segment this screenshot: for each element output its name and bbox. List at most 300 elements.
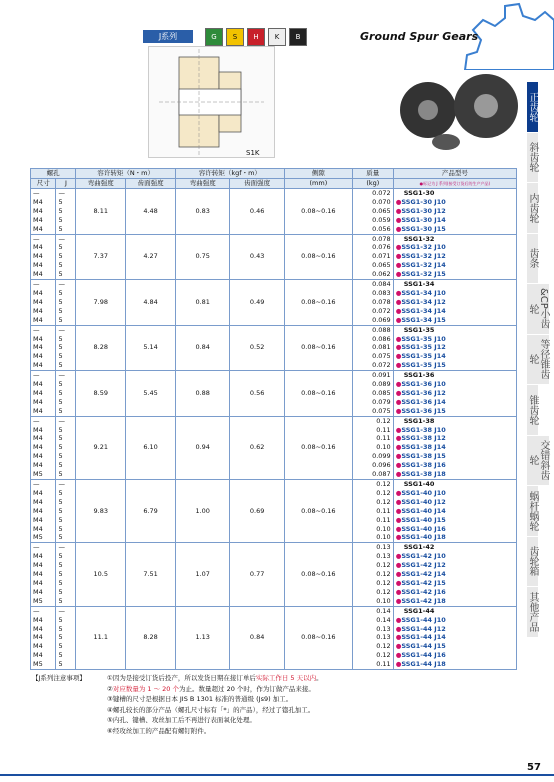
cell-j: — bbox=[56, 543, 76, 552]
col-surf-kgf: 齿面强度 bbox=[230, 179, 284, 189]
cell-mass: 0.075 bbox=[352, 352, 393, 361]
cell-mass: 0.072 bbox=[352, 307, 393, 316]
page-footer-line bbox=[0, 774, 554, 776]
col-torque-kgf: 容许转矩（kgf・m） bbox=[176, 169, 285, 179]
cell-size: M4 bbox=[31, 498, 56, 507]
cell-size: M4 bbox=[31, 380, 56, 389]
cell-mass: 0.071 bbox=[352, 252, 393, 261]
cell-size: M4 bbox=[31, 633, 56, 642]
cell-code bbox=[393, 498, 516, 507]
note-item bbox=[107, 726, 323, 737]
j-series-dot-icon: ● bbox=[395, 587, 402, 596]
j-series-dot-icon: ● bbox=[395, 470, 402, 479]
table-row bbox=[31, 189, 517, 198]
cell-mass: 0.096 bbox=[352, 461, 393, 470]
product-code: SSG1-35 J15 bbox=[401, 361, 446, 370]
j-series-dot-icon: ● bbox=[395, 506, 402, 515]
cell-surf-nm: 5.14 bbox=[126, 325, 176, 371]
cell-bend-kgf: 0.81 bbox=[176, 280, 230, 326]
cell-j: 5 bbox=[56, 443, 76, 452]
cell-code bbox=[393, 325, 516, 334]
product-code: SSG1-36 bbox=[403, 371, 435, 380]
col-size: 尺寸 bbox=[31, 179, 56, 189]
table-row bbox=[31, 371, 517, 380]
cell-code bbox=[393, 343, 516, 352]
product-group bbox=[31, 371, 517, 417]
cell-j: 5 bbox=[56, 216, 76, 225]
cell-code bbox=[393, 316, 516, 325]
tab-4[interactable]: &CP小齿轮 bbox=[527, 284, 549, 335]
j-series-dot-icon: ● bbox=[395, 224, 402, 233]
cell-mass: 0.12 bbox=[352, 489, 393, 498]
j-series-dot-icon: ● bbox=[395, 488, 402, 497]
cell-mass: 0.087 bbox=[352, 470, 393, 479]
cell-size: M5 bbox=[31, 470, 56, 479]
cell-code bbox=[393, 633, 516, 642]
bore-icon: B bbox=[289, 28, 307, 46]
cell-j: — bbox=[56, 280, 76, 289]
note-text-red: 对应数量为 1 ～ 20 个 bbox=[112, 684, 179, 693]
gear-product-photo bbox=[398, 70, 522, 160]
j-series-dot-icon: ● bbox=[395, 270, 402, 279]
product-code: SSG1-38 bbox=[403, 416, 435, 425]
notes-list bbox=[107, 673, 323, 736]
cell-size: — bbox=[31, 606, 56, 615]
cell-j: 5 bbox=[56, 343, 76, 352]
cell-size: M4 bbox=[31, 243, 56, 252]
table-row bbox=[31, 234, 517, 243]
cell-j: — bbox=[56, 480, 76, 489]
product-code: SSG1-32 bbox=[403, 234, 435, 243]
cell-size: M5 bbox=[31, 660, 56, 669]
cell-code bbox=[393, 198, 516, 207]
cell-surf-kgf: 0.43 bbox=[230, 234, 284, 280]
cell-size: — bbox=[31, 325, 56, 334]
col-backlash: 侧隙 bbox=[284, 169, 352, 179]
product-code: SSG1-38 J15 bbox=[401, 452, 446, 461]
cell-mass: 0.076 bbox=[352, 243, 393, 252]
cell-size: M4 bbox=[31, 625, 56, 634]
cell-size: M4 bbox=[31, 570, 56, 579]
cell-code bbox=[393, 416, 516, 425]
product-code: SSG1-30 J10 bbox=[401, 197, 446, 206]
product-code: SSG1-32 J14 bbox=[401, 261, 446, 270]
cell-mass: 0.12 bbox=[352, 480, 393, 489]
cell-surf-nm: 6.10 bbox=[126, 416, 176, 479]
product-code: SSG1-35 J12 bbox=[401, 343, 446, 352]
cell-size: M4 bbox=[31, 335, 56, 344]
product-code: SSG1-38 J14 bbox=[401, 443, 446, 452]
j-series-dot-icon: ● bbox=[395, 452, 402, 461]
cell-mass: 0.11 bbox=[352, 660, 393, 669]
cell-code bbox=[393, 389, 516, 398]
j-series-dot-icon: ● bbox=[395, 443, 402, 452]
product-code: SSG1-34 J12 bbox=[401, 297, 446, 306]
cell-backlash: 0.08~0.16 bbox=[284, 543, 352, 606]
cell-size: M5 bbox=[31, 533, 56, 542]
cell-mass: 0.075 bbox=[352, 407, 393, 416]
j-series-dot-icon: ● bbox=[395, 306, 402, 315]
cell-surf-kgf: 0.46 bbox=[230, 189, 284, 235]
note-text-post: 。 bbox=[316, 674, 323, 682]
col-backlash-unit: (mm) bbox=[284, 179, 352, 189]
tab-2[interactable]: 内齿轮 bbox=[527, 183, 538, 234]
cell-bend-nm: 11.1 bbox=[76, 606, 126, 669]
cell-bend-nm: 9.21 bbox=[76, 416, 126, 479]
cell-code bbox=[393, 489, 516, 498]
cell-size: M4 bbox=[31, 616, 56, 625]
cell-surf-nm: 4.48 bbox=[126, 189, 176, 235]
cell-mass: 0.11 bbox=[352, 507, 393, 516]
notes-heading: 【J系列注意事项】 bbox=[32, 674, 86, 682]
cell-mass: 0.086 bbox=[352, 335, 393, 344]
cell-j: 5 bbox=[56, 561, 76, 570]
product-group bbox=[31, 234, 517, 280]
cell-code bbox=[393, 461, 516, 470]
col-bend-kgf: 弯曲强度 bbox=[176, 179, 230, 189]
keyway-icon: K bbox=[268, 28, 286, 46]
cell-bend-kgf: 0.84 bbox=[176, 325, 230, 371]
cell-j: 5 bbox=[56, 207, 76, 216]
cell-j: — bbox=[56, 416, 76, 425]
cell-backlash: 0.08~0.16 bbox=[284, 280, 352, 326]
cell-code bbox=[393, 660, 516, 669]
cell-surf-nm: 7.51 bbox=[126, 543, 176, 606]
cell-code bbox=[393, 298, 516, 307]
j-series-dot-icon: ● bbox=[395, 596, 402, 605]
cell-j: 5 bbox=[56, 633, 76, 642]
cell-mass: 0.13 bbox=[352, 625, 393, 634]
tab-0[interactable]: 正齿轮 bbox=[527, 82, 538, 133]
product-code: SSG1-30 J12 bbox=[401, 206, 446, 215]
cell-mass: 0.078 bbox=[352, 234, 393, 243]
cell-backlash: 0.08~0.16 bbox=[284, 606, 352, 669]
cell-j: 5 bbox=[56, 434, 76, 443]
j-series-dot-icon: ● bbox=[395, 578, 402, 587]
col-code: 产品型号 bbox=[393, 169, 516, 179]
cell-j: 5 bbox=[56, 225, 76, 234]
j-series-dot-icon: ● bbox=[395, 380, 402, 389]
j-series-dot-icon: ● bbox=[395, 570, 402, 579]
cell-bend-nm: 10.5 bbox=[76, 543, 126, 606]
cell-j: 5 bbox=[56, 389, 76, 398]
cell-mass: 0.12 bbox=[352, 642, 393, 651]
cell-surf-nm: 8.28 bbox=[126, 606, 176, 669]
cell-size: M4 bbox=[31, 579, 56, 588]
j-series-dot-icon: ● bbox=[395, 261, 402, 270]
tab-6[interactable]: 锥齿轮 bbox=[527, 385, 538, 436]
cell-size: M4 bbox=[31, 198, 56, 207]
cell-code bbox=[393, 579, 516, 588]
cell-j: 5 bbox=[56, 461, 76, 470]
cell-size: — bbox=[31, 234, 56, 243]
cell-mass: 0.065 bbox=[352, 207, 393, 216]
product-code: SSG1-44 J18 bbox=[401, 660, 446, 669]
product-code: SSG1-35 J14 bbox=[401, 352, 446, 361]
cell-size: M4 bbox=[31, 489, 56, 498]
cell-j: — bbox=[56, 234, 76, 243]
cell-code bbox=[393, 651, 516, 660]
cell-mass: 0.088 bbox=[352, 325, 393, 334]
cell-size: M4 bbox=[31, 434, 56, 443]
cell-size: M4 bbox=[31, 452, 56, 461]
product-code: SSG1-40 J12 bbox=[401, 497, 446, 506]
product-code: SSG1-44 J16 bbox=[401, 651, 446, 660]
note-item bbox=[107, 694, 323, 705]
cell-size: M4 bbox=[31, 343, 56, 352]
cell-code bbox=[393, 597, 516, 606]
tab-8[interactable]: 蜗杆蜗轮 bbox=[527, 486, 538, 537]
j-series-dot-icon: ● bbox=[395, 633, 402, 642]
tab-7[interactable]: 交错斜齿轮 bbox=[527, 436, 549, 487]
cell-j: 5 bbox=[56, 616, 76, 625]
cell-bend-kgf: 1.13 bbox=[176, 606, 230, 669]
note-item bbox=[107, 673, 323, 684]
cell-mass: 0.069 bbox=[352, 316, 393, 325]
spec-table bbox=[30, 168, 517, 670]
col-torque-nm: 容许转矩（N・m） bbox=[76, 169, 176, 179]
product-code: SSG1-40 J14 bbox=[401, 506, 446, 515]
product-group bbox=[31, 416, 517, 479]
cell-j: 5 bbox=[56, 498, 76, 507]
product-group bbox=[31, 543, 517, 606]
cell-mass: 0.13 bbox=[352, 633, 393, 642]
cell-code bbox=[393, 261, 516, 270]
cell-mass: 0.081 bbox=[352, 343, 393, 352]
note-text-red: 实际工作日 5 天以内 bbox=[255, 674, 317, 682]
col-j: J bbox=[56, 179, 76, 189]
product-code: SSG1-44 bbox=[403, 606, 435, 615]
j-series-dot-icon: ● bbox=[395, 288, 402, 297]
product-code: SSG1-42 J16 bbox=[401, 587, 446, 596]
product-code: SSG1-38 J16 bbox=[401, 461, 446, 470]
cell-code bbox=[393, 443, 516, 452]
cell-j: — bbox=[56, 371, 76, 380]
j-series-dot-icon: ● bbox=[395, 397, 402, 406]
cell-bend-nm: 8.11 bbox=[76, 189, 126, 235]
cell-bend-nm: 7.98 bbox=[76, 280, 126, 326]
table-row bbox=[31, 325, 517, 334]
cell-code bbox=[393, 225, 516, 234]
j-series-dot-icon: ● bbox=[395, 343, 402, 352]
cell-size: M4 bbox=[31, 389, 56, 398]
tab-9[interactable]: 齿轮箱 bbox=[527, 537, 538, 588]
cell-mass: 0.072 bbox=[352, 361, 393, 370]
cell-size: — bbox=[31, 280, 56, 289]
j-series-dot-icon: ● bbox=[395, 651, 402, 660]
cell-code bbox=[393, 452, 516, 461]
cell-code bbox=[393, 207, 516, 216]
product-code: SSG1-44 J10 bbox=[401, 615, 446, 624]
cell-mass: 0.10 bbox=[352, 443, 393, 452]
cell-size: — bbox=[31, 189, 56, 198]
note-text-pre: ④螺孔较长的部分产品（螺孔尺寸标有「*」的产品），经过了锪孔加工。 bbox=[107, 705, 315, 714]
cell-j: 5 bbox=[56, 261, 76, 270]
cell-backlash: 0.08~0.16 bbox=[284, 325, 352, 371]
product-group bbox=[31, 280, 517, 326]
cell-code bbox=[393, 507, 516, 516]
heat-treat-icon: H bbox=[247, 28, 265, 46]
cell-mass: 0.065 bbox=[352, 261, 393, 270]
cell-j: 5 bbox=[56, 335, 76, 344]
cell-surf-kgf: 0.77 bbox=[230, 543, 284, 606]
cell-mass: 0.10 bbox=[352, 597, 393, 606]
cell-mass: 0.11 bbox=[352, 434, 393, 443]
cell-size: M4 bbox=[31, 443, 56, 452]
note-item bbox=[107, 684, 323, 695]
tab-10[interactable]: 其他产品 bbox=[527, 587, 538, 638]
cell-size: M4 bbox=[31, 361, 56, 370]
cell-size: M4 bbox=[31, 426, 56, 435]
product-code: SSG1-35 J10 bbox=[401, 334, 446, 343]
cell-surf-nm: 4.27 bbox=[126, 234, 176, 280]
cell-size: M4 bbox=[31, 216, 56, 225]
cell-code bbox=[393, 570, 516, 579]
j-series-dot-icon: ● bbox=[395, 197, 402, 206]
cell-bend-nm: 9.83 bbox=[76, 480, 126, 543]
note-item bbox=[107, 715, 323, 726]
product-code: SSG1-44 J14 bbox=[401, 633, 446, 642]
product-code: SSG1-30 J15 bbox=[401, 224, 446, 233]
j-series-dot-icon: ● bbox=[395, 660, 402, 669]
col-code-note: ●标记为 J 系列(接受订货后的生产产品) bbox=[393, 179, 516, 189]
product-code: SSG1-42 J14 bbox=[401, 570, 446, 579]
cell-j: 5 bbox=[56, 252, 76, 261]
cell-surf-kgf: 0.49 bbox=[230, 280, 284, 326]
cell-mass: 0.14 bbox=[352, 616, 393, 625]
cell-bend-kgf: 1.00 bbox=[176, 480, 230, 543]
cell-j: 5 bbox=[56, 651, 76, 660]
cell-size: M4 bbox=[31, 651, 56, 660]
drawing-label: S1K bbox=[246, 149, 260, 157]
cell-code bbox=[393, 552, 516, 561]
product-code: SSG1-40 J16 bbox=[401, 524, 446, 533]
cell-j: 5 bbox=[56, 625, 76, 634]
cell-mass: 0.070 bbox=[352, 198, 393, 207]
product-code: SSG1-32 J10 bbox=[401, 243, 446, 252]
j-series-dot-icon: ● bbox=[395, 243, 402, 252]
cell-mass: 0.099 bbox=[352, 452, 393, 461]
cell-j: 5 bbox=[56, 298, 76, 307]
product-group bbox=[31, 480, 517, 543]
j-series-dot-icon: ● bbox=[395, 361, 402, 370]
cell-j: 5 bbox=[56, 361, 76, 370]
cell-mass: 0.13 bbox=[352, 543, 393, 552]
j-series-dot-icon: ● bbox=[395, 497, 402, 506]
j-series-dot-icon: ● bbox=[395, 252, 402, 261]
product-code: SSG1-30 J14 bbox=[401, 215, 446, 224]
cell-j: 5 bbox=[56, 307, 76, 316]
j-series-dot-icon: ● bbox=[395, 352, 402, 361]
cell-size: M4 bbox=[31, 270, 56, 279]
cell-code bbox=[393, 407, 516, 416]
col-surf-nm: 齿面强度 bbox=[126, 179, 176, 189]
tab-3[interactable]: 齿条 bbox=[527, 234, 538, 285]
cell-mass: 0.059 bbox=[352, 216, 393, 225]
j-series-dot-icon: ● bbox=[395, 615, 402, 624]
product-code: SSG1-42 J12 bbox=[401, 561, 446, 570]
table-row bbox=[31, 480, 517, 489]
j-series-dot-icon: ● bbox=[395, 461, 402, 470]
cell-mass: 0.079 bbox=[352, 398, 393, 407]
note-text-pre: ⑥经攻丝加工的产品配有螺钉附件。 bbox=[107, 726, 211, 735]
cell-j: 5 bbox=[56, 198, 76, 207]
cell-code bbox=[393, 361, 516, 370]
table-row bbox=[31, 606, 517, 615]
col-bend-nm: 弯曲强度 bbox=[76, 179, 126, 189]
j-series-dot-icon: ● bbox=[395, 388, 402, 397]
cell-bend-kgf: 1.07 bbox=[176, 543, 230, 606]
cell-j: 5 bbox=[56, 270, 76, 279]
cell-size: M4 bbox=[31, 561, 56, 570]
cell-size: — bbox=[31, 543, 56, 552]
cell-surf-nm: 5.45 bbox=[126, 371, 176, 417]
cell-size: M4 bbox=[31, 552, 56, 561]
product-code: SSG1-38 J12 bbox=[401, 434, 446, 443]
product-code: SSG1-36 J15 bbox=[401, 406, 446, 415]
product-code: SSG1-32 J12 bbox=[401, 252, 446, 261]
cell-size: M4 bbox=[31, 298, 56, 307]
product-code: SSG1-36 J10 bbox=[401, 380, 446, 389]
product-code: SSG1-38 J10 bbox=[401, 425, 446, 434]
col-bolt: 螺孔 bbox=[31, 169, 76, 179]
cell-mass: 0.10 bbox=[352, 533, 393, 542]
cell-mass: 0.12 bbox=[352, 579, 393, 588]
cell-mass: 0.084 bbox=[352, 280, 393, 289]
product-group bbox=[31, 189, 517, 235]
product-code: SSG1-36 J12 bbox=[401, 388, 446, 397]
product-code: SSG1-44 J15 bbox=[401, 642, 446, 651]
cell-size: M4 bbox=[31, 261, 56, 270]
cell-mass: 0.072 bbox=[352, 189, 393, 198]
cell-j: 5 bbox=[56, 552, 76, 561]
j-series-dot-icon: ● bbox=[395, 561, 402, 570]
cell-j: 5 bbox=[56, 407, 76, 416]
cell-bend-kgf: 0.75 bbox=[176, 234, 230, 280]
cell-mass: 0.083 bbox=[352, 289, 393, 298]
cell-backlash: 0.08~0.16 bbox=[284, 480, 352, 543]
cell-mass: 0.11 bbox=[352, 516, 393, 525]
cell-code bbox=[393, 470, 516, 479]
j-series-dot-icon: ● bbox=[395, 434, 402, 443]
cell-code bbox=[393, 307, 516, 316]
tab-5[interactable]: 等径锥齿轮 bbox=[527, 335, 549, 386]
cell-mass: 0.12 bbox=[352, 498, 393, 507]
product-code: SSG1-40 bbox=[403, 480, 435, 488]
cell-j: 5 bbox=[56, 489, 76, 498]
cell-bend-nm: 8.28 bbox=[76, 325, 126, 371]
cell-surf-kgf: 0.62 bbox=[230, 416, 284, 479]
cell-j: 5 bbox=[56, 243, 76, 252]
cell-j: 5 bbox=[56, 452, 76, 461]
tab-1[interactable]: 斜齿轮 bbox=[527, 133, 538, 184]
j-series-dot-icon: ● bbox=[395, 642, 402, 651]
cell-code bbox=[393, 533, 516, 542]
cell-code bbox=[393, 280, 516, 289]
cell-code bbox=[393, 335, 516, 344]
product-code: SSG1-34 bbox=[403, 280, 435, 289]
cell-surf-kgf: 0.69 bbox=[230, 480, 284, 543]
product-code: SSG1-40 J18 bbox=[401, 533, 446, 542]
cell-size: M5 bbox=[31, 597, 56, 606]
col-mass-unit: (kg) bbox=[352, 179, 393, 189]
cell-code bbox=[393, 243, 516, 252]
feature-icons bbox=[205, 28, 307, 46]
product-code: SSG1-38 J18 bbox=[401, 470, 446, 479]
cell-j: 5 bbox=[56, 588, 76, 597]
product-code: SSG1-44 J12 bbox=[401, 624, 446, 633]
note-text-pre: ③键槽的尺寸是根据日本 JIS B 1301 标准的普通级 (Js9) 加工。 bbox=[107, 695, 293, 703]
